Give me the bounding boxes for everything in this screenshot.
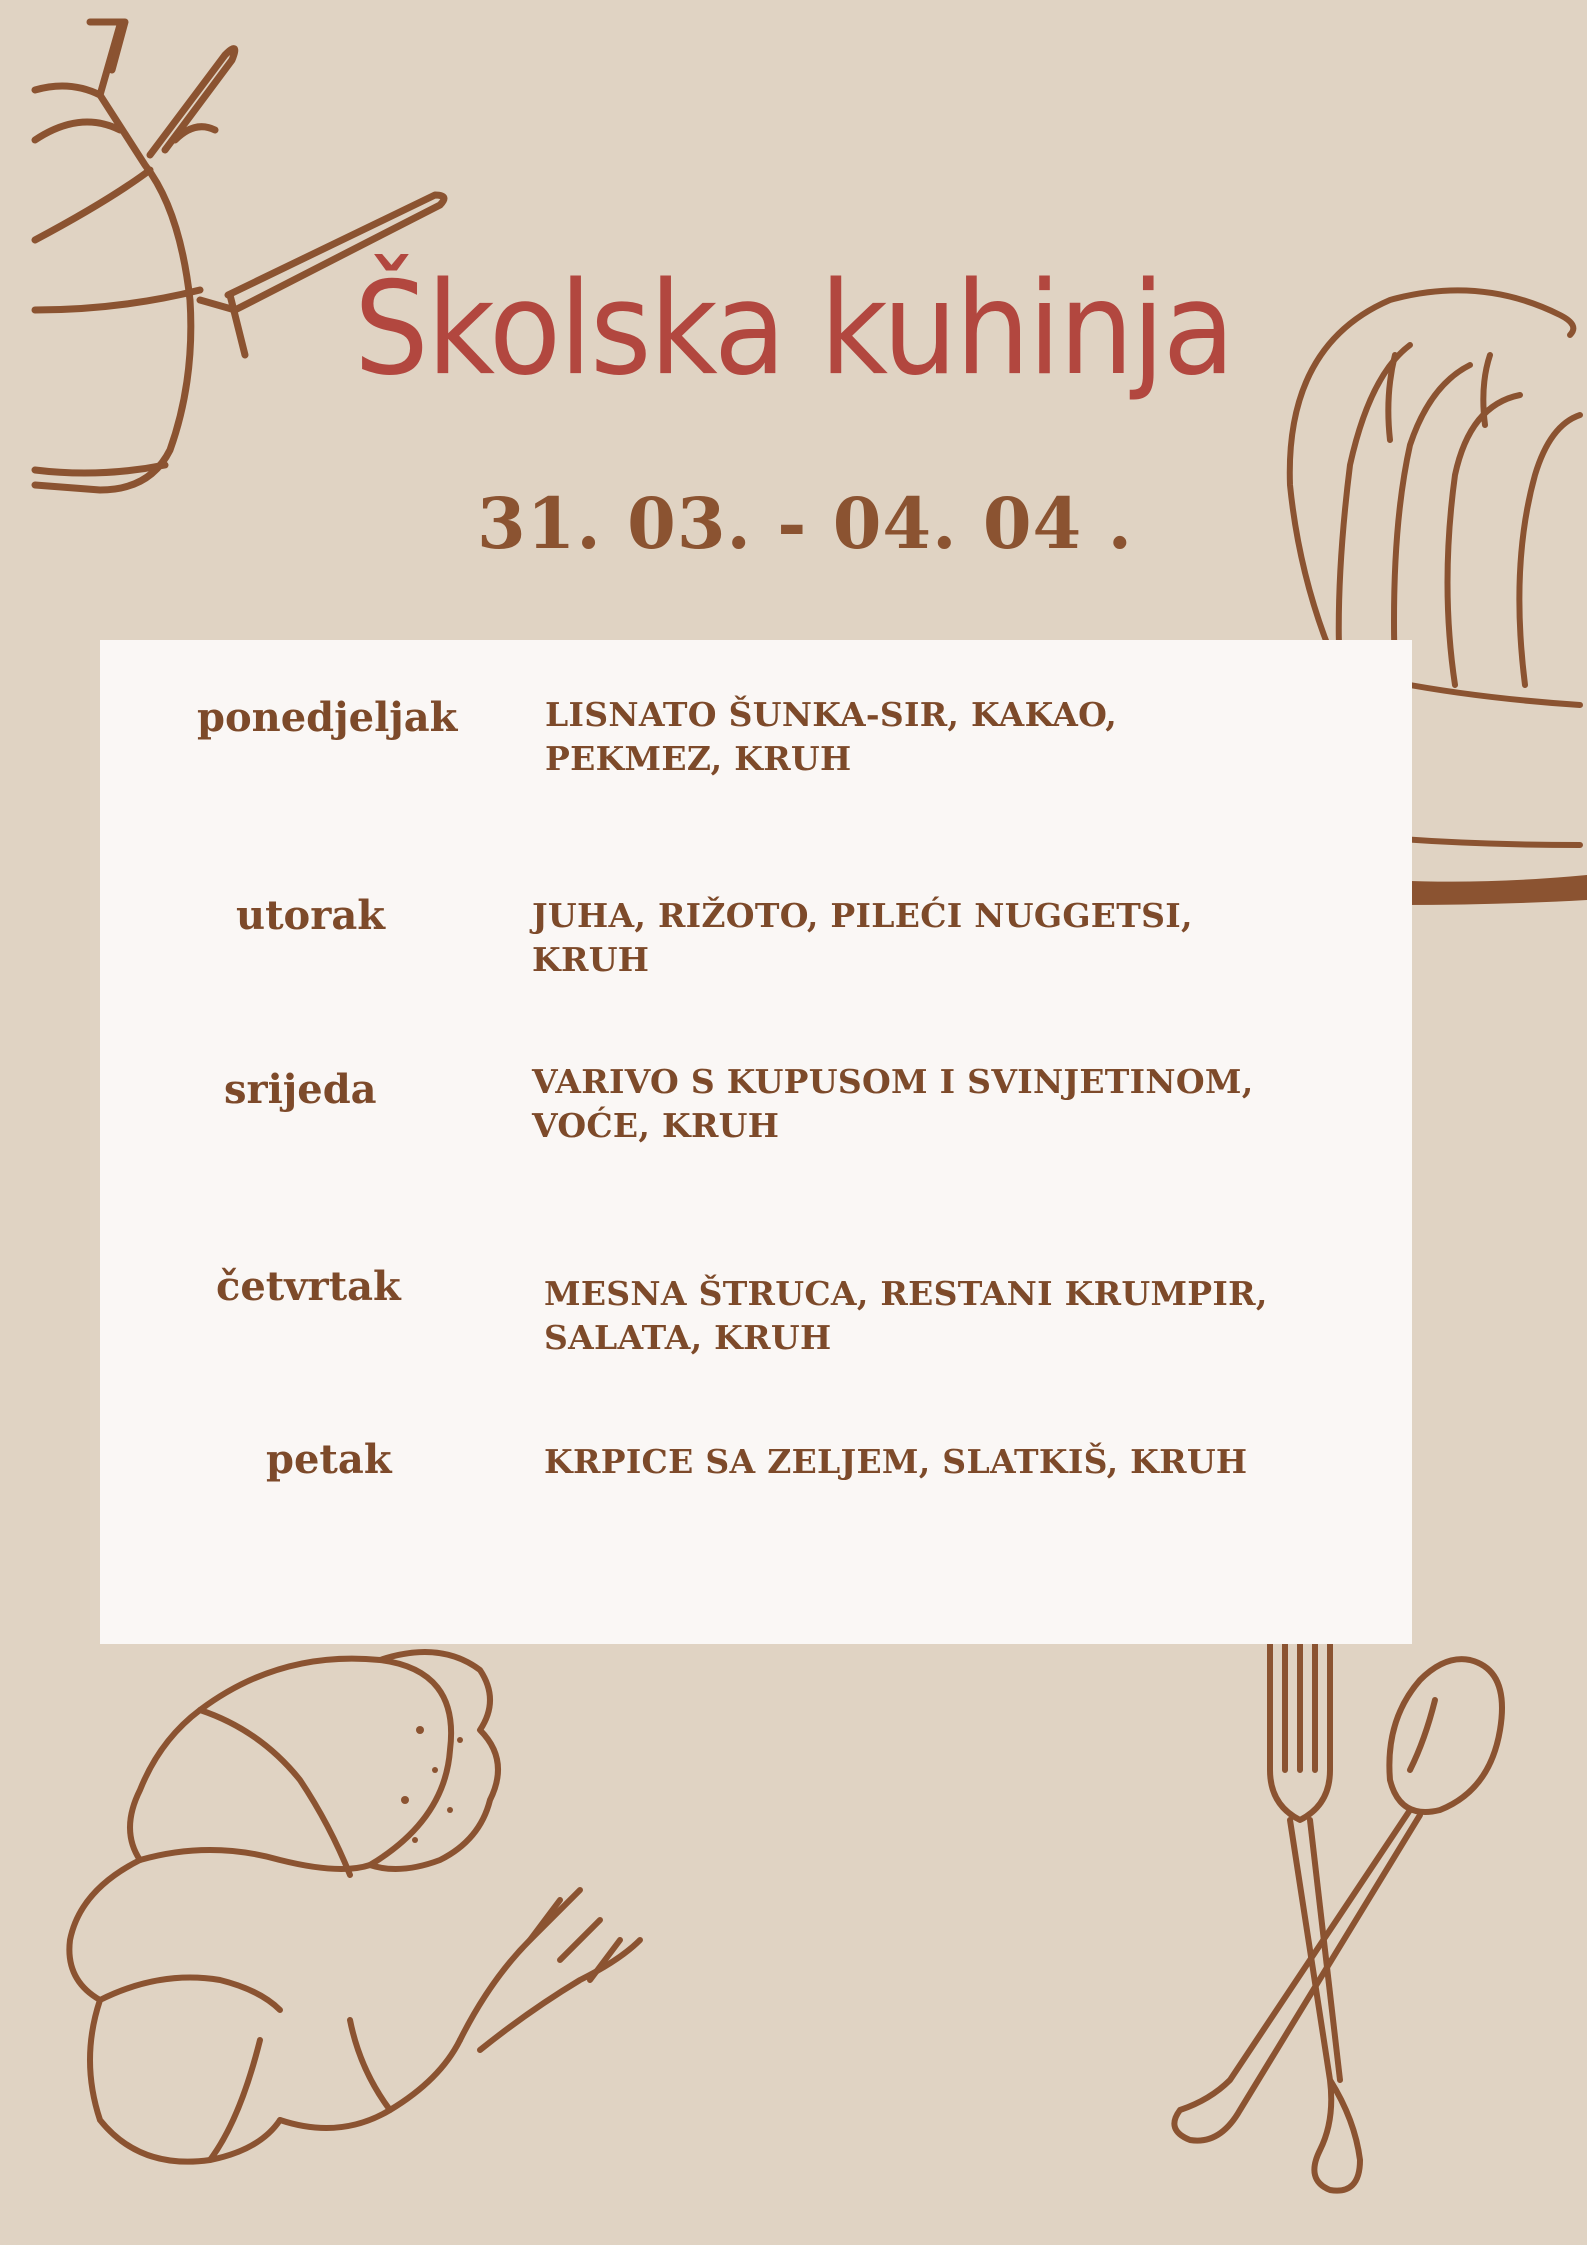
meal-friday: KRPICE SA ZELJEM, SLATKIŠ, KRUH (544, 1442, 1248, 1481)
meal-wednesday: VARIVO S KUPUSOM I SVINJETINOM, VOĆE, KRUH (532, 1062, 1254, 1145)
meal-tuesday: JUHA, RIŽOTO, PILEĆI NUGGETSI, KRUH (532, 896, 1193, 979)
fork-spoon-icon (1170, 1620, 1540, 2210)
meal-thursday: MESNA ŠTRUCA, RESTANI KRUMPIR, SALATA, KRUH (544, 1274, 1268, 1357)
page-title: Školska kuhinja (353, 255, 1234, 404)
day-label-friday: petak (266, 1436, 392, 1483)
meal-monday: LISNATO ŠUNKA-SIR, KAKAO, PEKMEZ, KRUH (545, 695, 1118, 778)
day-label-thursday: četvrtak (216, 1263, 401, 1310)
croissant-bread-icon (60, 1640, 680, 2200)
day-label-monday: ponedjeljak (197, 694, 458, 741)
day-label-tuesday: utorak (236, 892, 385, 939)
menu-card (100, 640, 1412, 1644)
date-range: 31. 03. - 04. 04 . (476, 482, 1134, 565)
day-label-wednesday: srijeda (224, 1066, 377, 1113)
